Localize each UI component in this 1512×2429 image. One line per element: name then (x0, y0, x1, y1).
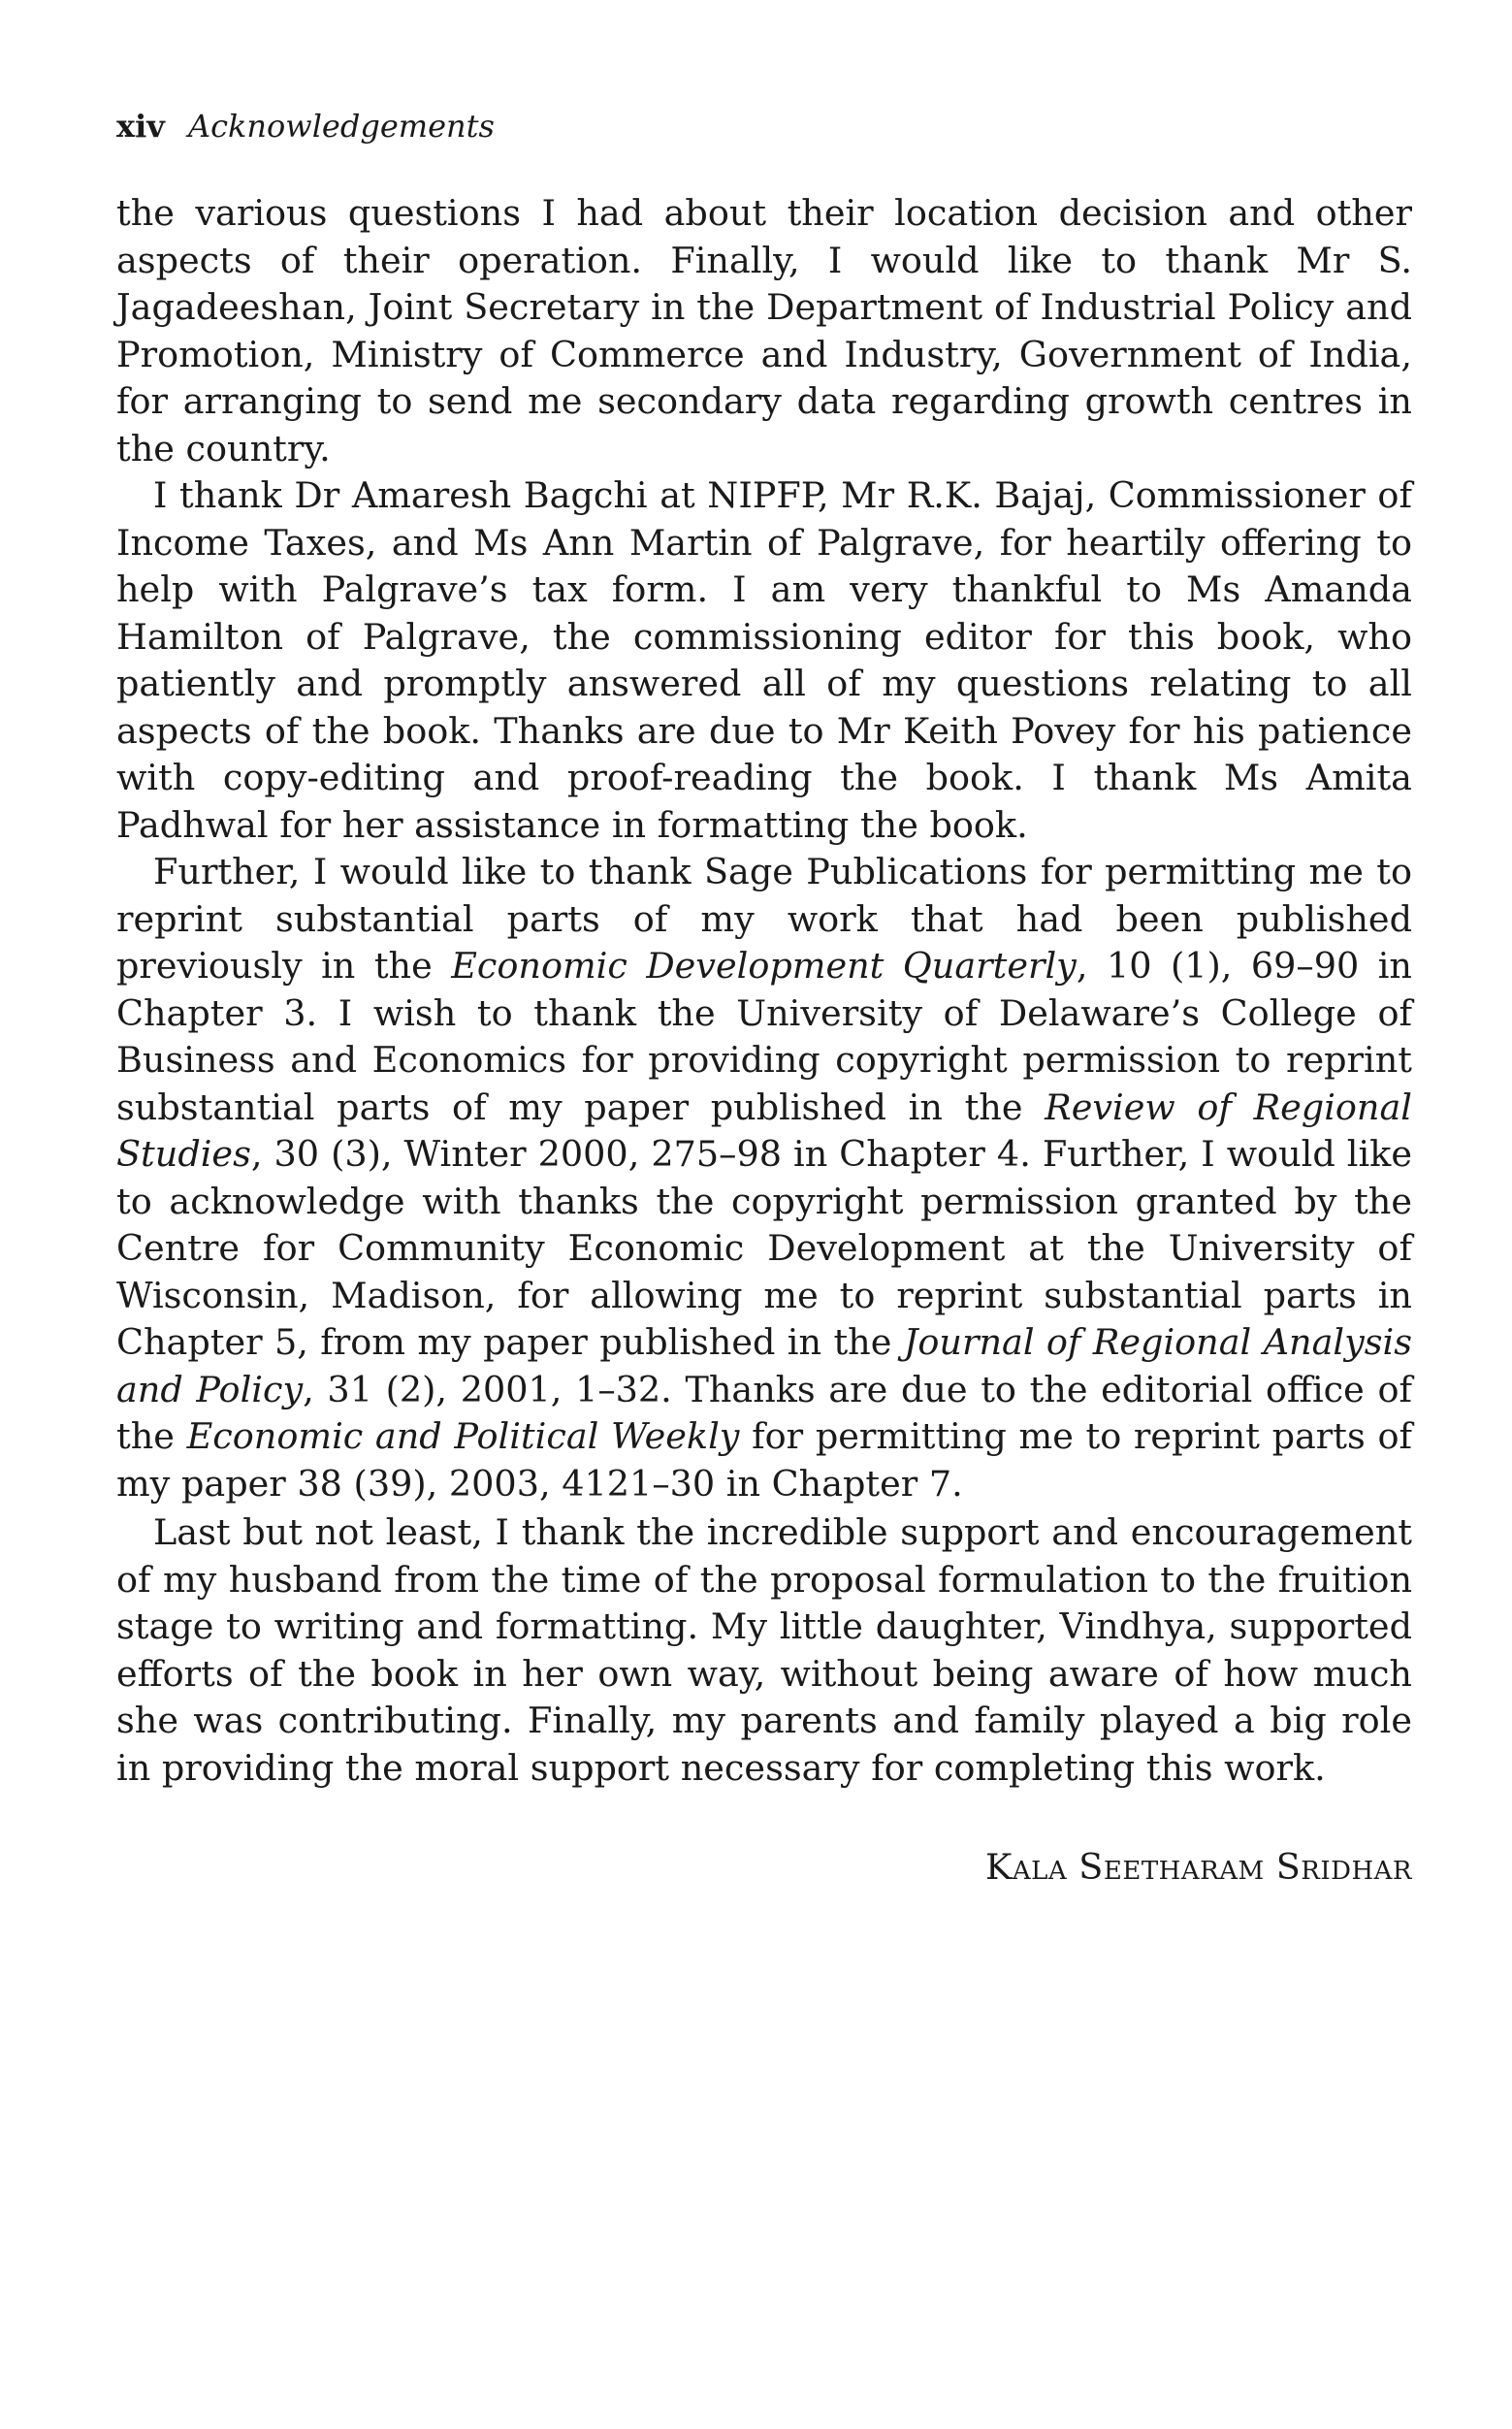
text-run: , 31 (2), 2001, 1–32. Thanks are due to the editorial office of the (116, 1368, 1412, 1457)
text-run: , 10 (1), 69–90 in Chapter 3. I wish to thank the University of Delaware’s College of Business and Economics for providing copyright permission to reprint substantial parts of my paper published in the (116, 945, 1412, 1128)
paragraph-1: the various questions I had about their location decision and other aspects of their operation. Finally, I would like to thank Mr S. Jagadeeshan, Joint Secretary in the Department of Industrial Policy and Promotion, Ministry of Commerce and Industry, Government of India, for arranging to send me secondary data regarding growth centres in the country. (116, 192, 1412, 470)
text-run: , 30 (3), Winter 2000, 275–98 in Chapter 4. Further, I would like to acknowledge with thanks the copyright permission granted by the Centre for Community Economic Development at the University of Wisconsin, Madison, for allowing me to reprint substantial parts in Chapter 5, from my paper published in the (116, 1133, 1412, 1363)
journal-title-review-of-regional-studies: Review of Regional Studies (116, 1085, 1412, 1175)
journal-title-regional-analysis-and-policy: Journal of Regional Analysis and Policy (116, 1321, 1412, 1410)
page-number: xiv (116, 108, 165, 145)
paragraph-2: I thank Dr Amaresh Bagchi at NIPFP, Mr R.K. Bajaj, Commissioner of Income Taxes, and Ms Ann Martin of Palgrave, for heartily offering to help with Palgrave’s tax form. I am very thankful to Ms Amanda Hamilton of Palgrave, the commissioning editor for this book, who patiently and promptly answered all of my questions relating to all aspects of the book. Thanks are due to Mr Keith Povey for his patience with copy-editing and proof-reading the book. I thank Ms Amita Padhwal for her assistance in formatting the book. (116, 474, 1412, 846)
journal-title-economic-development-quarterly: Economic Development Quarterly (451, 945, 1077, 987)
running-head (116, 107, 1412, 146)
text-run: Further, I would like to thank Sage Publications for permitting me to reprint substantial parts of my work that had been published previously in the (116, 851, 1412, 987)
journal-title-economic-and-political-weekly: Economic and Political Weekly (186, 1415, 740, 1457)
body-text (116, 190, 1412, 1792)
running-head-title: Acknowledgements (188, 108, 495, 145)
paragraph-3 (116, 849, 1412, 1507)
author-signature: Kala Seetharam Sridhar (985, 1846, 1412, 1888)
paragraph-4: Last but not least, I thank the incredible support and encouragement of my husband from the time of the proposal formulation to the fruition stage to writing and formatting. My little daughter, Vindhya, supported efforts of the book in her own way, without being aware of how much she was contributing. Finally, my parents and family played a big role in providing the moral support necessary for completing this work. (116, 1511, 1412, 1789)
page (116, 107, 1412, 1891)
text-run: for permitting me to reprint parts of my paper 38 (39), 2003, 4121–30 in Chapter 7. (116, 1415, 1413, 1505)
